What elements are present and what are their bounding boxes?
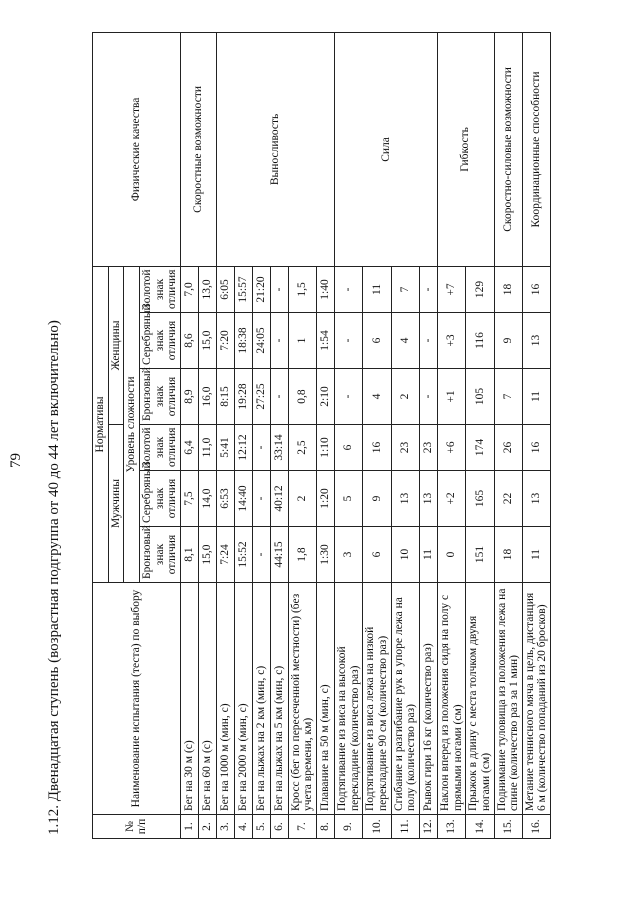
men-gold-value: 33:14 <box>270 425 288 471</box>
women-bronze-value: 8:15 <box>216 369 234 425</box>
level-header: Уровень сложности <box>124 266 140 582</box>
women-gold-value: 129 <box>466 266 494 312</box>
row-number: 13. <box>437 815 465 839</box>
row-number: 3. <box>216 815 234 839</box>
men-silver-value: 9 <box>363 471 391 527</box>
test-name: Бег на лыжах на 5 км (мин, с) <box>270 583 288 815</box>
quality-speed: Скоростные возможности <box>180 32 216 266</box>
women-silver-value: - <box>419 313 437 369</box>
row-number: 15. <box>494 815 522 839</box>
men-gold-value: 23 <box>391 425 419 471</box>
table-row <box>494 32 522 838</box>
test-name: Бег на 1000 м (мин, с) <box>216 583 234 815</box>
men-silver-value: 40:12 <box>270 471 288 527</box>
women-silver-value: 13 <box>522 313 550 369</box>
women-silver-value: 6 <box>363 313 391 369</box>
men-bronze-value: 11 <box>419 527 437 583</box>
row-number: 10. <box>363 815 391 839</box>
row-number: 6. <box>270 815 288 839</box>
women-silver-value: 24:05 <box>252 313 270 369</box>
men-gold-header: Золотой знак отличия <box>139 425 180 471</box>
women-bronze-value: 11 <box>522 369 550 425</box>
men-bronze-value: 0 <box>437 527 465 583</box>
women-bronze-value: - <box>419 369 437 425</box>
women-silver-value: 8,6 <box>180 313 198 369</box>
test-name: Метание теннисного мяча в цель, дистанция 6 м (количество попаданий из 20 бросков) <box>522 583 550 815</box>
women-bronze-header: Бронзовый знак отличия <box>139 369 180 425</box>
col-num-header: № п/п <box>93 815 181 839</box>
women-gold-value: 16 <box>522 266 550 312</box>
women-gold-value: - <box>419 266 437 312</box>
test-name: Плавание на 50 м (мин, с) <box>317 583 335 815</box>
men-bronze-value: 10 <box>391 527 419 583</box>
row-number: 7. <box>288 815 316 839</box>
row-number: 4. <box>234 815 252 839</box>
test-name: Наклон вперед из положения сидя на полу с прямыми ногами (см) <box>437 583 465 815</box>
women-bronze-value: +1 <box>437 369 465 425</box>
women-bronze-value: 105 <box>466 369 494 425</box>
men-silver-value: - <box>252 471 270 527</box>
men-gold-value: 12:12 <box>234 425 252 471</box>
men-bronze-value: 3 <box>335 527 363 583</box>
section-heading: 1.12. Двенадцатая ступень (возрастная подгруппа от 40 до 44 лет включительно) <box>46 320 62 835</box>
row-number: 16. <box>522 815 550 839</box>
women-bronze-value: 4 <box>363 369 391 425</box>
table-row <box>437 32 465 838</box>
test-name: Бег на лыжах на 2 км (мин, с) <box>252 583 270 815</box>
page-number: 79 <box>8 453 24 468</box>
men-silver-value: 14,0 <box>198 471 216 527</box>
men-gold-value: 174 <box>466 425 494 471</box>
men-bronze-header: Бронзовый знак отличия <box>139 527 180 583</box>
women-silver-value: 116 <box>466 313 494 369</box>
row-number: 11. <box>391 815 419 839</box>
women-silver-header: Серебряный знак отличия <box>139 313 180 369</box>
table-row <box>335 32 363 838</box>
men-gold-value: 6,4 <box>180 425 198 471</box>
col-name-header: Наименование испытания (теста) по выбору <box>93 583 181 815</box>
men-bronze-value: 15:52 <box>234 527 252 583</box>
women-silver-value: 1 <box>288 313 316 369</box>
test-name: Прыжок в длину с места толчком двумя ногами (см) <box>466 583 494 815</box>
women-gold-header: Золотой знак отличия <box>139 266 180 312</box>
women-bronze-value: 16,0 <box>198 369 216 425</box>
men-gold-value: 16 <box>363 425 391 471</box>
women-gold-value: - <box>335 266 363 312</box>
men-bronze-value: 7:24 <box>216 527 234 583</box>
women-gold-value: 18 <box>494 266 522 312</box>
women-silver-value: 9 <box>494 313 522 369</box>
quality-speed-strength: Скоростно-силовые возможности <box>494 32 522 266</box>
norms-table <box>92 32 551 839</box>
men-bronze-value: 11 <box>522 527 550 583</box>
women-gold-value: - <box>270 266 288 312</box>
women-gold-value: 6:05 <box>216 266 234 312</box>
women-silver-value: 1:54 <box>317 313 335 369</box>
test-name: Сгибание и разгибание рук в упоре лежа на полу (количество раз) <box>391 583 419 815</box>
women-gold-value: 21:20 <box>252 266 270 312</box>
qualities-header: Физические качества <box>93 32 181 266</box>
men-bronze-value: 8,1 <box>180 527 198 583</box>
men-bronze-value: 1,8 <box>288 527 316 583</box>
men-silver-value: 165 <box>466 471 494 527</box>
men-silver-value: 2 <box>288 471 316 527</box>
women-bronze-value: 2:10 <box>317 369 335 425</box>
women-bronze-value: 0,8 <box>288 369 316 425</box>
men-bronze-value: 44:15 <box>270 527 288 583</box>
test-name: Рывок гири 16 кг (количество раз) <box>419 583 437 815</box>
women-silver-value: - <box>270 313 288 369</box>
women-gold-value: 1,5 <box>288 266 316 312</box>
women-bronze-value: 27:25 <box>252 369 270 425</box>
test-name: Бег на 30 м (с) <box>180 583 198 815</box>
men-gold-value: 11,0 <box>198 425 216 471</box>
men-silver-value: 13 <box>391 471 419 527</box>
women-bronze-value: 2 <box>391 369 419 425</box>
women-silver-value: 18:38 <box>234 313 252 369</box>
men-bronze-value: 18 <box>494 527 522 583</box>
men-bronze-value: 6 <box>363 527 391 583</box>
men-bronze-value: - <box>252 527 270 583</box>
men-silver-value: 14:40 <box>234 471 252 527</box>
women-bronze-value: - <box>270 369 288 425</box>
men-gold-value: - <box>252 425 270 471</box>
men-bronze-value: 15,0 <box>198 527 216 583</box>
quality-endurance: Выносливость <box>216 32 334 266</box>
women-silver-value: 4 <box>391 313 419 369</box>
women-bronze-value: 19:28 <box>234 369 252 425</box>
quality-coordination: Координационные способности <box>522 32 550 266</box>
norms-header: Нормативы <box>93 266 109 582</box>
women-silver-value: 7:20 <box>216 313 234 369</box>
men-gold-value: 23 <box>419 425 437 471</box>
test-name: Бег на 60 м (с) <box>198 583 216 815</box>
men-gold-value: 16 <box>522 425 550 471</box>
men-gold-value: 1:10 <box>317 425 335 471</box>
row-number: 8. <box>317 815 335 839</box>
women-gold-value: 11 <box>363 266 391 312</box>
test-name: Подтягивание из виса лежа на низкой перекладине 90 см (количество раз) <box>363 583 391 815</box>
row-number: 2. <box>198 815 216 839</box>
quality-flexibility: Гибкость <box>437 32 494 266</box>
men-gold-value: 5:41 <box>216 425 234 471</box>
men-header: Мужчины <box>108 425 124 583</box>
men-silver-value: 7,5 <box>180 471 198 527</box>
test-name: Бег на 2000 м (мин, с) <box>234 583 252 815</box>
women-gold-value: +7 <box>437 266 465 312</box>
men-bronze-value: 151 <box>466 527 494 583</box>
men-silver-value: 13 <box>419 471 437 527</box>
row-number: 12. <box>419 815 437 839</box>
women-silver-value: +3 <box>437 313 465 369</box>
men-silver-value: +2 <box>437 471 465 527</box>
test-name: Подтягивание из виса на высокой перекладине (количество раз) <box>335 583 363 815</box>
women-header: Женщины <box>108 266 124 424</box>
table-row <box>522 32 550 838</box>
table-row <box>216 32 234 838</box>
test-name: Кросс (бег по пересеченной местности) (без учета времени, км) <box>288 583 316 815</box>
women-gold-value: 7 <box>391 266 419 312</box>
row-number: 5. <box>252 815 270 839</box>
row-number: 14. <box>466 815 494 839</box>
men-silver-value: 1:20 <box>317 471 335 527</box>
men-silver-value: 6:53 <box>216 471 234 527</box>
men-gold-value: 6 <box>335 425 363 471</box>
women-bronze-value: 8,9 <box>180 369 198 425</box>
test-name: Поднимание туловища из положения лежа на спине (количество раз за 1 мин) <box>494 583 522 815</box>
women-silver-value: - <box>335 313 363 369</box>
men-silver-value: 22 <box>494 471 522 527</box>
men-gold-value: 2,5 <box>288 425 316 471</box>
table-row <box>180 32 198 838</box>
men-gold-value: +6 <box>437 425 465 471</box>
men-silver-value: 5 <box>335 471 363 527</box>
men-gold-value: 26 <box>494 425 522 471</box>
women-gold-value: 15:57 <box>234 266 252 312</box>
men-bronze-value: 1:30 <box>317 527 335 583</box>
row-number: 1. <box>180 815 198 839</box>
row-number: 9. <box>335 815 363 839</box>
women-gold-value: 1:40 <box>317 266 335 312</box>
quality-strength: Сила <box>335 32 438 266</box>
women-gold-value: 13,0 <box>198 266 216 312</box>
women-gold-value: 7,0 <box>180 266 198 312</box>
men-silver-value: 13 <box>522 471 550 527</box>
men-silver-header: Серебряный знак отличия <box>139 471 180 527</box>
women-silver-value: 15,0 <box>198 313 216 369</box>
women-bronze-value: - <box>335 369 363 425</box>
women-bronze-value: 7 <box>494 369 522 425</box>
